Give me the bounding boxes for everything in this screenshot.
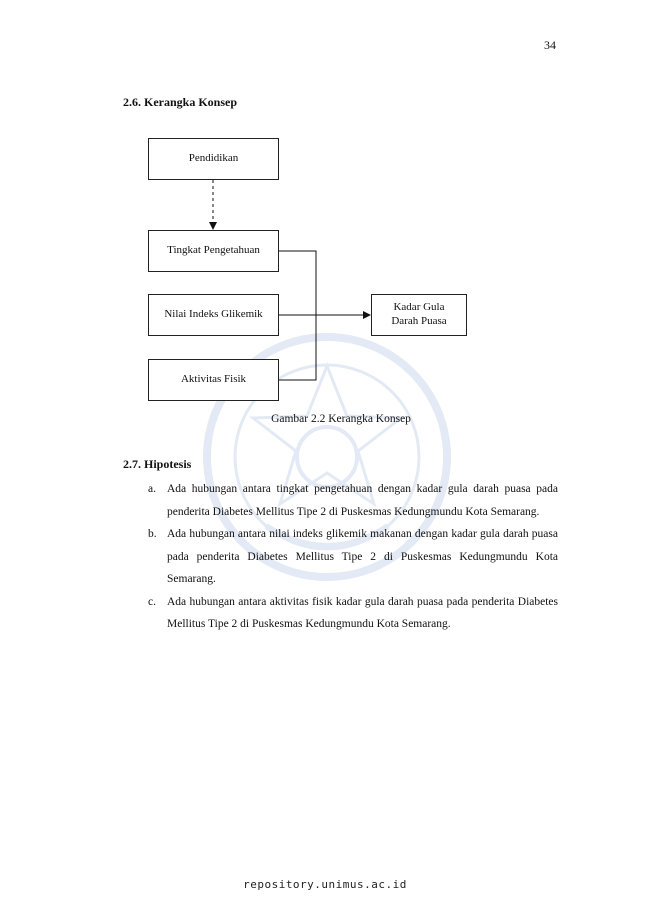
list-item — [148, 523, 558, 591]
box-label: Aktivitas Fisik — [180, 373, 247, 386]
list-item — [148, 591, 558, 636]
box-label-line2: Darah Puasa — [391, 315, 447, 327]
box-label: Tingkat Pengetahuan — [167, 244, 260, 257]
list-marker: b. — [148, 528, 157, 540]
page-number: 34 — [544, 38, 556, 52]
box-aktivitas-fisik — [148, 359, 279, 401]
list-item-text: Ada hubungan antara tingkat pengetahuan dengan kadar gula darah puasa pada penderita Diabetes Mellitus Tipe 2 di Puskesmas Kedungmundu Kota Semarang. — [167, 483, 558, 518]
list-marker: c. — [148, 595, 156, 608]
hypothesis-list — [148, 478, 558, 636]
box-pendidikan — [148, 138, 279, 180]
figure-caption: Gambar 2.2 Kerangka Konsep — [271, 413, 411, 425]
list-item-text: Ada hubungan antara nilai indeks glikemik makanan dengan kadar gula darah puasa pada penderita Diabetes Mellitus Tipe 2 di Puskesmas Kedungmundu Kota Semarang. — [167, 528, 558, 585]
section-heading-kerangka-konsep: 2.6. Kerangka Konsep — [123, 95, 238, 109]
repository-footer: repository.unimus.ac.id — [243, 878, 407, 891]
connector-tingkat — [279, 251, 316, 315]
section-heading-hipotesis: 2.7. Hipotesis — [123, 457, 192, 471]
box-label: Pendidikan — [188, 152, 239, 165]
box-label: Nilai Indeks Glikemik — [164, 308, 263, 321]
list-item — [148, 478, 558, 523]
box-kadar-gula-darah-puasa — [371, 294, 467, 336]
list-marker: a. — [148, 483, 156, 495]
connector-aktivitas — [279, 315, 316, 380]
box-nilai-indeks-glikemik — [148, 294, 279, 336]
box-label-line1: Kadar Gula — [393, 301, 445, 314]
box-tingkat-pengetahuan — [148, 230, 279, 272]
list-item-text: Ada hubungan antara aktivitas fisik kadar gula darah puasa pada penderita Diabetes Mellitus Tipe 2 di Puskesmas Kedungmundu Kota Semarang. — [167, 595, 558, 630]
